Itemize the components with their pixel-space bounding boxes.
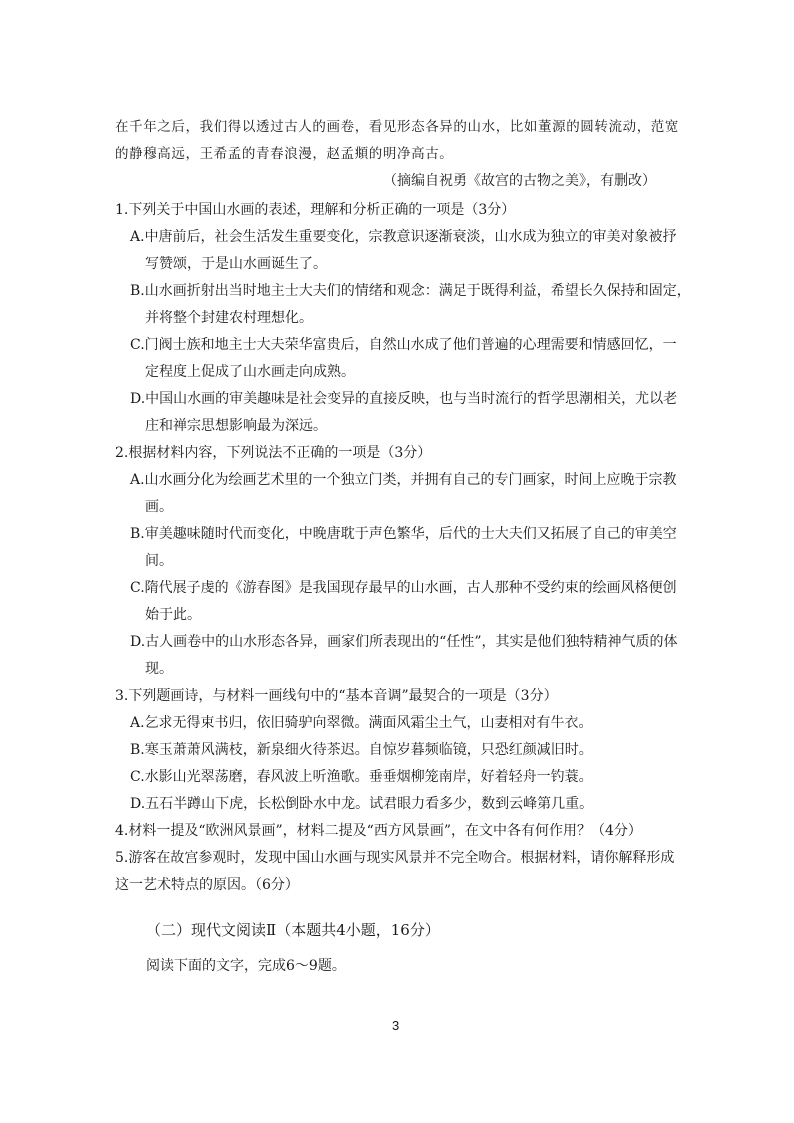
question-3-option-c: C.水影山光翠荡磨，春风波上听渔歌。垂垂烟柳笼南岸，好着轻舟一钓蓑。 bbox=[130, 769, 593, 785]
question-1-option-a: A.中唐前后，社会生活发生重要变化，宗教意识逐渐衰淡，山水成为独立的审美对象被抒 bbox=[130, 229, 677, 245]
question-3-option-b: B.寒玉萧萧风满枝，新泉细火待茶迟。自惊岁暮频临镜，只恐红颜减旧时。 bbox=[130, 742, 593, 758]
question-2-option-b-cont: 间。 bbox=[145, 553, 173, 569]
section-title: （二）现代文阅读Ⅱ（本题共4小题，16分） bbox=[146, 921, 440, 939]
question-2-option-c-cont: 始于此。 bbox=[145, 607, 201, 623]
question-4-stem: 4.材料一提及“欧洲风景画”，材料二提及“西方风景画”，在文中各有何作用？（4分） bbox=[115, 823, 642, 839]
question-2-option-b: B.审美趣味随时代而变化，中晚唐耽于声色繁华，后代的士大夫们又拓展了自己的审美空 bbox=[130, 526, 677, 542]
question-1-option-b: B.山水画折射出当时地主士大夫们的情绪和观念：满足于既得利益，希望长久保持和固定， bbox=[130, 283, 691, 299]
question-2-stem: 2.根据材料内容，下列说法不正确的一项是（3分） bbox=[115, 445, 432, 461]
question-3-option-a: A.乞求无得束书归，依旧骑驴向翠微。满面风霜尘土气，山妻相对有牛衣。 bbox=[130, 715, 593, 731]
question-1-option-b-cont: 并将整个封建农村理想化。 bbox=[145, 310, 313, 326]
question-1-option-d: D.中国山水画的审美趣味是社会变异的直接反映，也与当时流行的哲学思潮相关，尤以老 bbox=[130, 391, 678, 407]
question-5-stem: 5.游客在故宫参观时，发现中国山水画与现实风景并不完全吻合。根据材料，请你解释形成 bbox=[115, 850, 675, 866]
question-1-option-c-cont: 定程度上促成了山水画走向成熟。 bbox=[145, 364, 355, 380]
question-2-option-d-cont: 现。 bbox=[145, 661, 173, 677]
question-2-option-a-cont: 画。 bbox=[145, 499, 173, 515]
question-1-stem: 1.下列关于中国山水画的表述，理解和分析正确的一项是（3分） bbox=[115, 202, 516, 218]
question-1-option-d-cont: 庄和禅宗思想影响最为深远。 bbox=[145, 418, 327, 434]
question-3-option-d: D.五石半蹲山下虎，长松倒卧水中龙。试君眼力看多少，数到云峰第几重。 bbox=[130, 796, 594, 812]
question-2-option-a: A.山水画分化为绘画艺术里的一个独立门类，并拥有自己的专门画家，时间上应晚于宗教 bbox=[130, 472, 677, 488]
question-3-stem: 3.下列题画诗，与材料一画线句中的“基本音调”最契合的一项是（3分） bbox=[115, 688, 558, 704]
question-1-option-a-cont: 写赞颂，于是山水画诞生了。 bbox=[145, 256, 327, 272]
passage-line: 在千年之后，我们得以透过古人的画卷，看见形态各异的山水，比如董源的圆转流动，范宽 bbox=[115, 119, 679, 135]
question-2-option-d: D.古人画卷中的山水形态各异，画家们所表现出的“任性”，其实是他们独特精神气质的体 bbox=[130, 634, 678, 650]
source-note: （摘编自祝勇《故宫的古物之美》，有删改） bbox=[383, 173, 656, 189]
question-5-stem-cont: 这一艺术特点的原因。（6分） bbox=[115, 877, 299, 893]
question-1-option-c: C.门阀士族和地主士大夫荣华富贵后，自然山水成了他们普遍的心理需要和情感回忆，一 bbox=[130, 337, 677, 353]
passage-line: 的静穆高远，王希孟的青春浪漫，赵孟頫的明净高古。 bbox=[115, 146, 454, 162]
question-2-option-c: C.隋代展子虔的《游春图》是我国现存最早的山水画，古人那种不受约束的绘画风格便创 bbox=[130, 580, 677, 596]
reading-instruction: 阅读下面的文字，完成6～9题。 bbox=[146, 958, 346, 974]
page-number: 3 bbox=[392, 1018, 400, 1033]
